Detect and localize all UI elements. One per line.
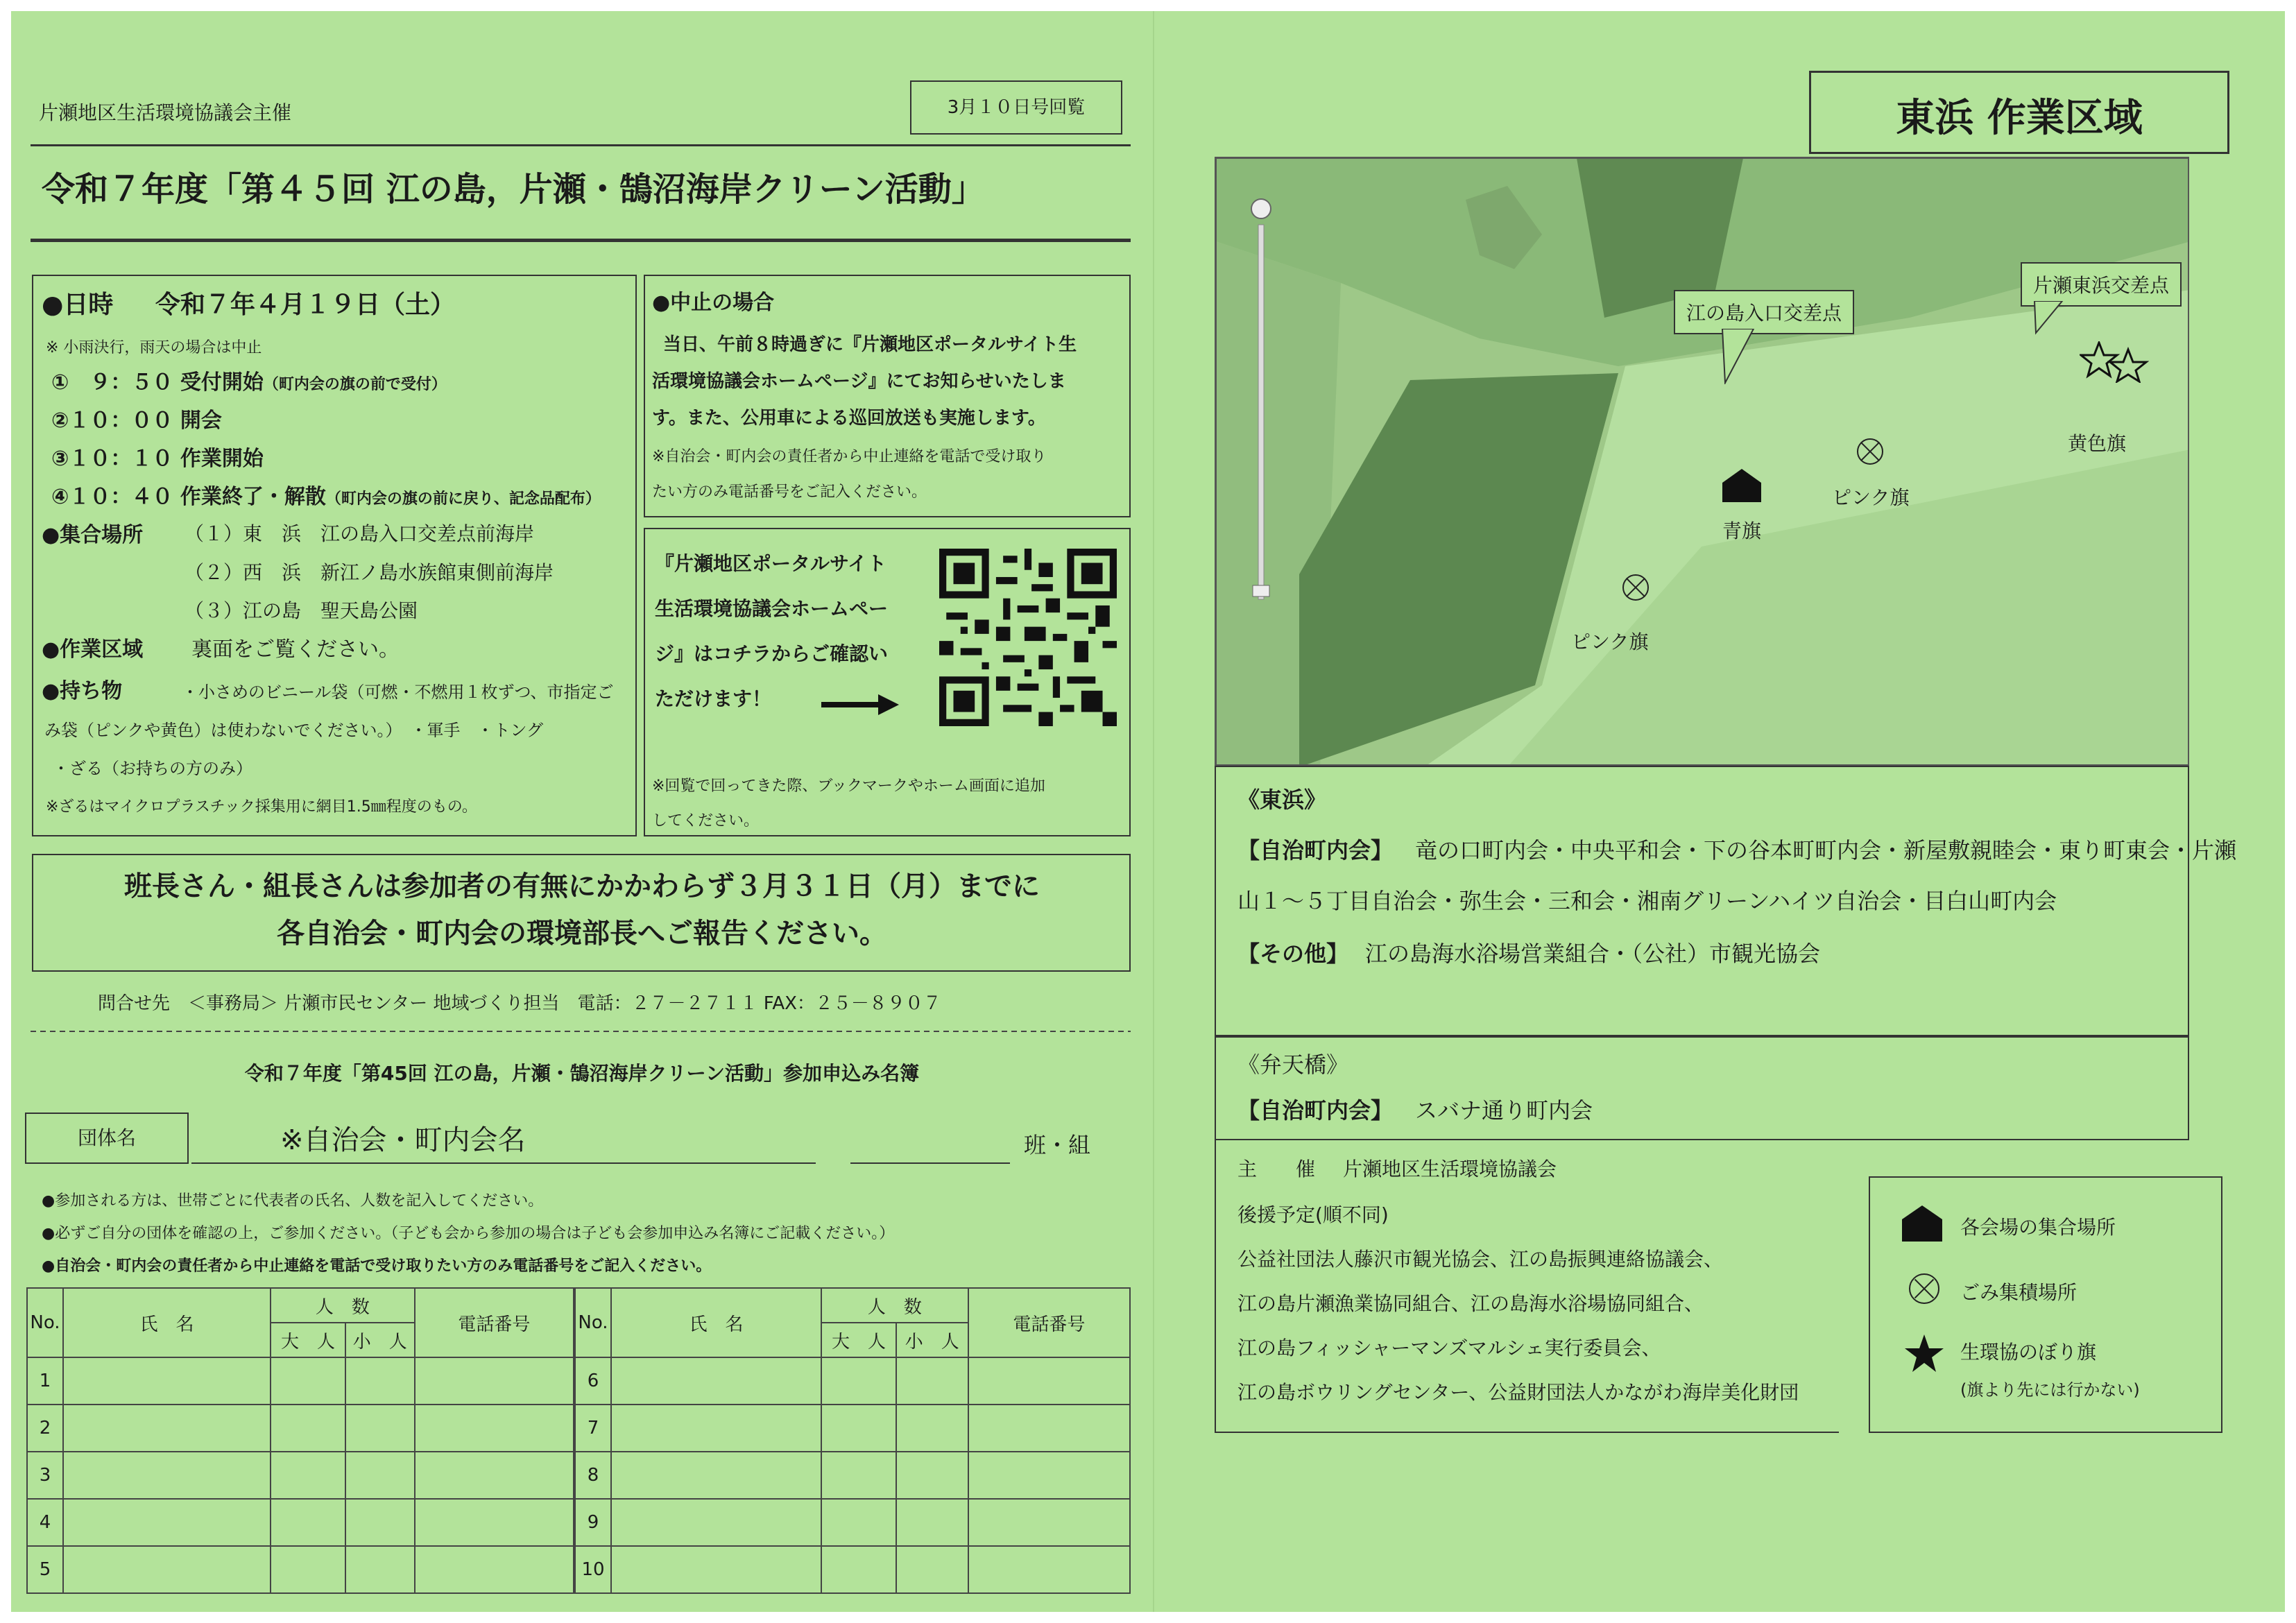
adult-cell[interactable] — [271, 1405, 345, 1452]
legend-garbage: ごみ集積場所 — [1960, 1281, 2077, 1304]
name-cell[interactable] — [611, 1452, 821, 1499]
phone-cell[interactable] — [968, 1546, 1130, 1593]
schedule-1-note: （町内会の旗の前で受付） — [263, 376, 447, 393]
support-line-1: 公益社団法人藤沢市観光協会、江の島振興連絡協議会、 — [1237, 1248, 1724, 1271]
col-phone: 電話番号 — [968, 1288, 1130, 1357]
adult-cell[interactable] — [821, 1452, 896, 1499]
phone-cell[interactable] — [968, 1357, 1130, 1405]
legend-banner-note: (旗より先には行かない) — [1960, 1380, 2140, 1400]
support-label: 後援予定(順不同) — [1237, 1203, 1389, 1226]
datetime-value: 令和７年４月１９日（土） — [155, 291, 456, 319]
adult-cell[interactable] — [821, 1357, 896, 1405]
row-number: 4 — [27, 1499, 63, 1546]
map-terrain — [1216, 158, 2189, 766]
child-cell[interactable] — [345, 1405, 415, 1452]
portal-note-1: ※回覧で回ってきた際、ブックマークやホーム画面に追加 — [652, 778, 1045, 795]
child-cell[interactable] — [896, 1452, 968, 1499]
name-cell[interactable] — [611, 1405, 821, 1452]
map-label-pink-flag-1: ピンク旗 — [1832, 486, 1910, 509]
benten-value: スバナ通り町内会 — [1415, 1097, 1593, 1124]
col-adult: 大 人 — [271, 1323, 345, 1357]
phone-cell[interactable] — [415, 1452, 574, 1499]
title-rule-bottom — [31, 239, 1131, 242]
east-assoc-line-2: 山１～５丁目自治会・弥生会・三和会・湘南グリーンハイツ自治会・目白山町内会 — [1237, 888, 2057, 914]
child-cell[interactable] — [896, 1405, 968, 1452]
schedule-2: ②１０：００ 開会 — [51, 409, 222, 433]
datetime-label: ●日時 — [42, 291, 114, 319]
col-no: No. — [575, 1288, 611, 1357]
cross-circle-icon — [1622, 574, 1649, 601]
organizer-text: 片瀬地区生活環境協議会主催 — [39, 101, 292, 124]
form-note-1: ●参加される方は、世帯ごとに代表者の氏名、人数を記入してください。 — [42, 1192, 544, 1210]
group-name-underline — [191, 1162, 816, 1164]
house-icon — [1722, 469, 1761, 502]
row-number: 3 — [27, 1452, 63, 1499]
row-number: 2 — [27, 1405, 63, 1452]
table-row — [27, 1405, 574, 1452]
other-value: 江の島海水浴場営業組合・（公社）市観光協会 — [1365, 941, 1821, 967]
row-number: 8 — [575, 1452, 611, 1499]
adult-cell[interactable] — [271, 1499, 345, 1546]
benten-label: 【自治町内会】 — [1237, 1097, 1394, 1124]
cut-line — [31, 1031, 1131, 1032]
row-number: 1 — [27, 1357, 63, 1405]
table-row — [575, 1405, 1130, 1452]
col-name: 氏 名 — [63, 1288, 271, 1357]
map-callout-enoshima-entrance: 江の島入口交差点 — [1674, 290, 1854, 334]
east-beach-title: 《東浜》 — [1237, 787, 1327, 813]
phone-cell[interactable] — [968, 1452, 1130, 1499]
portal-note-2: してください。 — [652, 812, 760, 830]
callout-pointer — [2028, 301, 2069, 336]
schedule-4 — [51, 479, 601, 510]
row-number: 7 — [575, 1405, 611, 1452]
child-cell[interactable] — [896, 1357, 968, 1405]
cross-circle-icon — [1909, 1273, 1939, 1304]
flyer-sheet — [11, 11, 2285, 1612]
table-row — [27, 1357, 574, 1405]
contact-text: 問合せ先 ＜事務局＞ 片瀬市民センター 地域づくり担当 電話：２７－２７１１ FAX：２５－８９０７ — [98, 993, 941, 1014]
name-cell[interactable] — [611, 1357, 821, 1405]
child-cell[interactable] — [345, 1499, 415, 1546]
area-heading: 東浜 作業区域 — [1896, 96, 2143, 141]
legend-gathering: 各会場の集合場所 — [1960, 1216, 2116, 1239]
rain-note: ※ 小雨決行，雨天の場合は中止 — [46, 339, 262, 357]
portal-line-2: 生活環境協議会ホームペー — [655, 597, 889, 620]
col-child: 小 人 — [345, 1323, 415, 1357]
cancel-line-3: す。また、公用車による巡回放送も実施します。 — [652, 408, 1046, 429]
other-label: 【その他】 — [1237, 941, 1349, 967]
child-cell[interactable] — [896, 1499, 968, 1546]
schedule-1 — [51, 365, 447, 395]
star-icon — [2080, 341, 2149, 383]
schedule-1-label: ① ９：５０ 受付開始 — [51, 370, 264, 395]
name-cell[interactable] — [63, 1405, 271, 1452]
legend-banner: 生環協のぼり旗 — [1960, 1341, 2097, 1364]
map-label-blue-flag: 青旗 — [1722, 519, 1762, 542]
adult-cell[interactable] — [821, 1405, 896, 1452]
cancel-line-2: 活環境協議会ホームページ』にてお知らせいたしま — [652, 371, 1066, 392]
items-label: ●持ち物 — [42, 679, 123, 703]
area-value: 裏面をご覧ください。 — [191, 637, 400, 662]
venue-1: （１）東 浜 江の島入口交差点前海岸 — [185, 522, 535, 545]
support-line-2: 江の島片瀬漁業協同組合、江の島海水浴場協同組合、 — [1237, 1292, 1704, 1315]
map-zoom-slider[interactable] — [1249, 197, 1273, 613]
row-number: 6 — [575, 1357, 611, 1405]
han-underline — [850, 1162, 1010, 1164]
col-no: No. — [27, 1288, 63, 1357]
sponsor-rule — [1215, 1140, 1216, 1432]
child-cell[interactable] — [345, 1357, 415, 1405]
han-kumi-label: 班・組 — [1024, 1132, 1091, 1158]
name-cell[interactable] — [63, 1546, 271, 1593]
schedule-3: ③１０：１０ 作業開始 — [51, 447, 264, 471]
star-icon — [1905, 1334, 1944, 1372]
table-row — [27, 1546, 574, 1593]
row-number: 5 — [27, 1546, 63, 1593]
table-row — [575, 1357, 1130, 1405]
table-row — [575, 1499, 1130, 1546]
portal-line-1: 『片瀬地区ポータルサイト — [655, 552, 887, 575]
items-line-3: ・ざる（お持ちの方のみ） — [53, 759, 252, 778]
form-note-2: ●必ずご自分の団体を確認の上，ご参加ください。（子ども会から参加の場合は子ども会参加申込み名簿にご記載ください。） — [42, 1225, 895, 1242]
adult-cell[interactable] — [271, 1357, 345, 1405]
phone-cell[interactable] — [968, 1405, 1130, 1452]
host-value: 片瀬地区生活環境協議会 — [1343, 1158, 1557, 1180]
notice-line-1: 班長さん・組長さんは参加者の有無にかかわらず３月３１日（月）までに — [124, 870, 1040, 902]
name-cell[interactable] — [611, 1546, 821, 1593]
map-callout-katase-higashihama: 片瀬東浜交差点 — [2021, 262, 2182, 307]
map-label-yellow-flag: 黄色旗 — [2068, 432, 2127, 455]
title-rule-top — [31, 144, 1131, 146]
circulation-text: 3月１０日号回覧 — [947, 97, 1086, 118]
col-count: 人 数 — [271, 1288, 415, 1323]
qr-code-icon[interactable] — [939, 549, 1117, 726]
items-line-2: み袋（ピンクや黄色）は使わないでください。） ・軍手 ・トング — [44, 721, 544, 740]
map-label-pink-flag-2: ピンク旗 — [1571, 630, 1649, 653]
cancel-note-1: ※自治会・町内会の責任者から中止連絡を電話で受け取り — [652, 448, 1047, 465]
notice-line-2: 各自治会・町内会の環境部長へご報告ください。 — [277, 918, 887, 950]
sponsor-rule-bottom — [1215, 1432, 1839, 1433]
east-assoc-label: 【自治町内会】 — [1237, 837, 1394, 864]
benten-title: 《弁天橋》 — [1237, 1051, 1349, 1078]
adult-cell[interactable] — [271, 1546, 345, 1593]
col-count: 人 数 — [821, 1288, 968, 1323]
house-icon — [1902, 1205, 1942, 1242]
area-label: ●作業区域 — [42, 637, 144, 662]
phone-cell[interactable] — [415, 1357, 574, 1405]
portal-line-4: ただけます！ — [655, 687, 772, 710]
adult-cell[interactable] — [271, 1452, 345, 1499]
name-cell[interactable] — [63, 1357, 271, 1405]
child-cell[interactable] — [345, 1452, 415, 1499]
col-phone: 電話番号 — [415, 1288, 574, 1357]
callout-pointer — [1715, 329, 1764, 384]
support-line-3: 江の島フィッシャーマンズマルシェ実行委員会、 — [1237, 1337, 1661, 1359]
name-cell[interactable] — [63, 1499, 271, 1546]
table-row — [575, 1452, 1130, 1499]
phone-cell[interactable] — [415, 1405, 574, 1452]
form-note-3: ●自治会・町内会の責任者から中止連絡を電話で受け取りたい方のみ電話番号をご記入ください。 — [42, 1257, 712, 1275]
adult-cell[interactable] — [821, 1499, 896, 1546]
col-name: 氏 名 — [611, 1288, 821, 1357]
cancel-line-1: 当日、午前８時過ぎに『片瀬地区ポータルサイト生 — [663, 334, 1077, 355]
venue-2: （２）西 浜 新江ノ島水族館東側前海岸 — [185, 561, 554, 584]
name-cell[interactable] — [63, 1452, 271, 1499]
roster-table-right — [574, 1287, 1131, 1594]
items-line-1: ・小さめのビニール袋（可燃・不燃用１枚ずつ、市指定ご — [182, 682, 614, 702]
table-row — [575, 1546, 1130, 1593]
table-row — [27, 1452, 574, 1499]
cross-circle-icon — [1857, 438, 1883, 465]
table-row — [27, 1499, 574, 1546]
portal-line-3: ジ』はコチラからご確認い — [655, 642, 889, 665]
group-name-label-text: 団体名 — [77, 1126, 136, 1149]
details-box — [32, 275, 637, 836]
venue-3: （３）江の島 聖天島公園 — [185, 599, 418, 622]
east-assoc-line-1: 竜の口町内会・中央平和会・下の谷本町町内会・新屋敷親睦会・東り町東会・片瀬 — [1415, 837, 2237, 864]
arrow-right-icon — [821, 694, 899, 715]
col-adult: 大 人 — [821, 1323, 896, 1357]
support-line-4: 江の島ボウリングセンター、公益財団法人かながわ海岸美化財団 — [1237, 1381, 1799, 1404]
group-name-field[interactable]: ※自治会・町内会名 — [280, 1124, 526, 1156]
schedule-4-note: （町内会の旗の前に戻り、記念品配布） — [325, 490, 601, 508]
schedule-4-label: ④１０：４０ 作業終了・解散 — [51, 485, 326, 509]
child-cell[interactable] — [896, 1546, 968, 1593]
adult-cell[interactable] — [821, 1546, 896, 1593]
aerial-map[interactable] — [1215, 157, 2189, 766]
page-title: 令和７年度「第４５回 江の島，片瀬・鵠沼海岸クリーン活動」 — [42, 170, 985, 209]
phone-cell[interactable] — [415, 1546, 574, 1593]
cancel-title: ●中止の場合 — [652, 291, 775, 315]
name-cell[interactable] — [611, 1499, 821, 1546]
host-label: 主 催 — [1237, 1158, 1316, 1180]
child-cell[interactable] — [345, 1546, 415, 1593]
phone-cell[interactable] — [968, 1499, 1130, 1546]
circulation-badge — [910, 80, 1122, 135]
group-name-label — [25, 1113, 189, 1164]
col-child: 小 人 — [896, 1323, 968, 1357]
row-number: 10 — [575, 1546, 611, 1593]
row-number: 9 — [575, 1499, 611, 1546]
form-title: 令和７年度「第45回 江の島，片瀬・鵠沼海岸クリーン活動」参加申込み名簿 — [244, 1062, 920, 1085]
phone-cell[interactable] — [415, 1499, 574, 1546]
cancel-note-2: たい方のみ電話番号をご記入ください。 — [652, 483, 927, 501]
items-note: ※ざるはマイクロプラスチック採集用に網目1.5㎜程度のもの。 — [46, 798, 477, 816]
venue-label: ●集合場所 — [42, 523, 144, 547]
roster-table-left — [26, 1287, 574, 1594]
